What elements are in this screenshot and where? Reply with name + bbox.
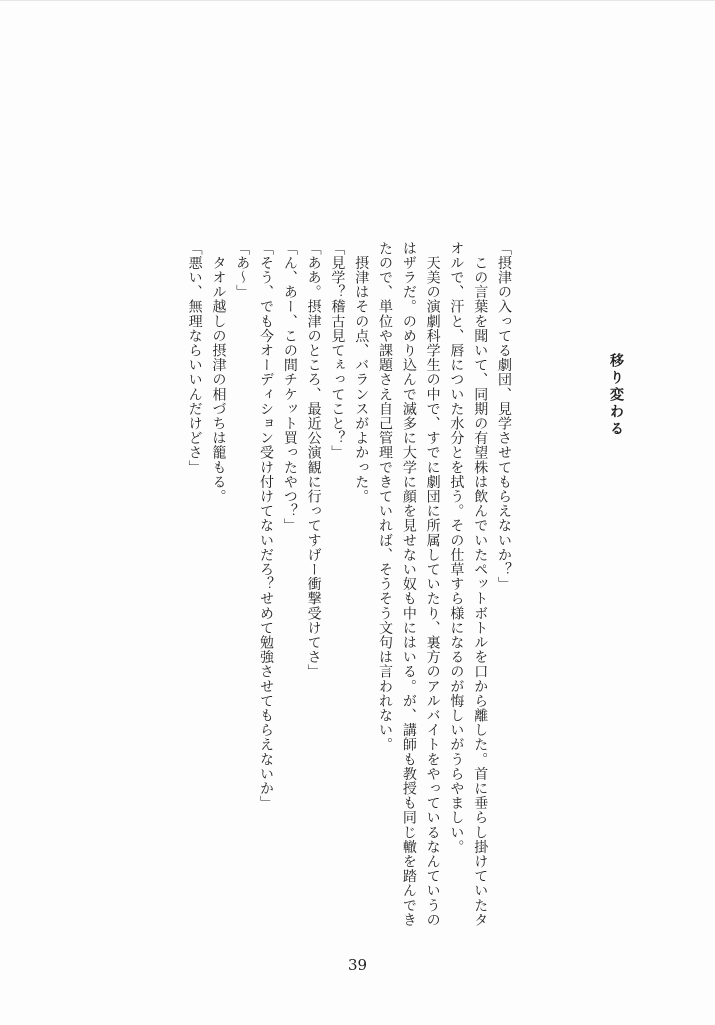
paragraph: タオル越しの摂津の相づちは籠もる。 [210, 241, 227, 504]
paragraph: 天美の演劇科学生の中で、すでに劇団に所属していたり、裏方のアルバイトをやっているなんていうのはザラだ。のめり込んで滅多に大学に顔を見せない奴も中にはいる。が、講師も教授も同じ轍を踏んできたので、単位や課題さえ自己管理できていれば、そうそう文句は言われない。 [377, 241, 441, 928]
paragraph: この言葉を聞いて、同期の有望株は飲んでいたペットボトルを口から離した。首に垂らし掛けていたタオルで、汗と、唇についた水分とを拭う。その仕草すら様になるのが悔しいがうらやましい。 [448, 241, 489, 928]
chapter-title: 移り変わる [608, 353, 624, 438]
paragraph: 「あ～」 [234, 241, 251, 300]
paragraph: 「ああ。摂津のところ、最近公演観に行ってすげー衝撃受けてさ」 [305, 241, 322, 679]
paragraph: 「ん、あー、この間チケット買ったやつ？」 [281, 241, 298, 533]
paragraph: 「そう、でも今オーディション受け付けてないだろ？せめて勉強させてもらえないか」 [258, 241, 275, 811]
paragraph: 「見学？稽古見てぇってこと？」 [329, 241, 346, 460]
paragraph: 「摂津の入ってる劇団、見学させてもらえないか？」 [496, 241, 512, 592]
paragraph: 「悪い、無理ならいいんだけどさ」 [186, 241, 203, 475]
novel-body-text [115, 241, 515, 941]
page-number: 39 [347, 956, 368, 974]
paragraph: 摂津はその点、バランスがよかった。 [353, 241, 370, 504]
